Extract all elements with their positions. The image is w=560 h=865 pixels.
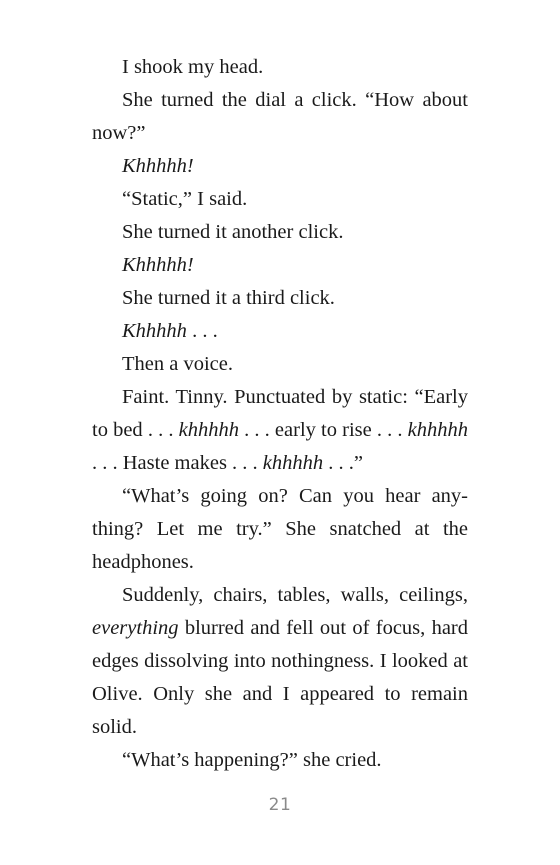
paragraph-8: [92, 315, 468, 348]
paragraph-1: [92, 51, 468, 84]
text-segment: She turned it another click.: [122, 221, 344, 243]
text-segment: Faint. Tinny. Punctuated by static: “Early to bed . . .: [92, 386, 468, 441]
text-segment: “What’s happening?” she cried.: [122, 749, 382, 771]
paragraph-9: [92, 348, 468, 381]
text-segment: . . . early to rise . . .: [238, 419, 408, 441]
text-segment-italic: khhhhh: [407, 419, 469, 441]
paragraph-7: [92, 282, 468, 315]
paragraph-4: [92, 183, 468, 216]
paragraph-13: [92, 744, 468, 777]
text-segment: Suddenly, chairs, tables, walls, ceilings,: [122, 584, 468, 606]
paragraph-11: [92, 480, 468, 579]
text-segment-italic: khhhhh: [178, 419, 239, 441]
text-segment: . . . Haste makes . . .: [92, 452, 263, 474]
text-segment: Then a voice.: [122, 353, 233, 375]
text-segment-italic: Khhhhh: [122, 320, 187, 342]
paragraph-6: [92, 249, 468, 282]
text-segment-italic: khhhhh: [262, 452, 324, 474]
text-segment-italic: Khhhhh!: [122, 254, 194, 276]
text-segment: . . .: [186, 320, 218, 342]
paragraph-12: [92, 579, 468, 744]
paragraph-3: [92, 150, 468, 183]
text-segment: She turned the dial a click. “How about now?”: [92, 89, 468, 144]
text-segment: I shook my head.: [122, 56, 264, 78]
text-segment: blurred and fell out of focus, hard edges dissolving into nothingness. I looked at Olive. Only she and I appeared to remain solid.: [92, 617, 468, 738]
page-number: 21: [268, 795, 292, 815]
paragraph-2: [92, 84, 468, 150]
text-segment: . . .”: [323, 452, 364, 474]
paragraph-5: [92, 216, 468, 249]
text-segment-italic: everything: [92, 617, 179, 639]
text-segment: She turned it a third click.: [122, 287, 335, 309]
text-segment: “Static,” I said.: [122, 188, 248, 210]
text-segment-italic: Khhhhh!: [122, 155, 194, 177]
book-page-text: [92, 51, 468, 777]
text-segment: “What’s going on? Can you hear anything? Let me try.” She snatched at the headphones.: [92, 485, 468, 573]
paragraph-10: [92, 381, 468, 480]
